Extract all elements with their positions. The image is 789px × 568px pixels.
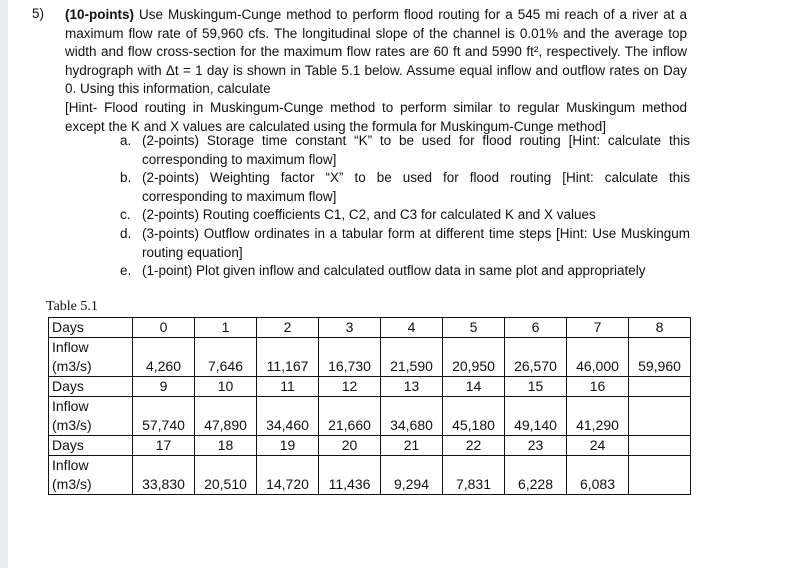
inflow-cell: 26,570 <box>505 357 567 377</box>
question-points: (10-points) <box>65 7 134 22</box>
inflow-cell: 34,460 <box>257 416 319 436</box>
question-intro: Use Muskingum-Cunge method to perform flood routing for a 545 mi reach of a river at a maximum flow rate of 59,960 cfs. The longitudinal slope of the channel is 0.01% and the average top width and flow cross-section for the maximum flow rates are 60 ft and 5990 ft², respectively. The inflow hydrograph with Δt = 1 day is shown in Table 5.1 below. Assume equal inflow and outflow rates on Day 0. Using this information, calculate <box>65 7 687 97</box>
day-cell: 22 <box>443 436 505 456</box>
inflow-cell <box>629 416 691 436</box>
inflow-spacer-cell <box>443 338 505 358</box>
inflow-spacer-cell <box>505 397 567 417</box>
day-cell: 19 <box>257 436 319 456</box>
inflow-cell: 4,260 <box>133 357 195 377</box>
part-e <box>120 262 690 281</box>
inflow-spacer-cell <box>195 456 257 476</box>
inflow-cell: 45,180 <box>443 416 505 436</box>
day-cell: 11 <box>257 377 319 397</box>
inflow-cell: 11,436 <box>319 475 381 495</box>
day-cell: 1 <box>195 318 257 338</box>
day-cell: 15 <box>505 377 567 397</box>
inflow-spacer-cell <box>381 338 443 358</box>
inflow-spacer-cell <box>567 456 629 476</box>
table-caption: Table 5.1 <box>46 299 98 314</box>
question-hint: [Hint- Flood routing in Muskingum-Cunge method to perform similar to regular Muskingum method except the K and X values are calculated using the formula for Muskingum-Cunge method] <box>65 99 687 134</box>
row-header-days: Days <box>49 318 133 338</box>
part-d <box>120 225 690 262</box>
inflow-spacer-cell <box>443 456 505 476</box>
inflow-spacer-cell <box>381 456 443 476</box>
inflow-cell: 41,290 <box>567 416 629 436</box>
day-cell: 3 <box>319 318 381 338</box>
inflow-cell: 6,083 <box>567 475 629 495</box>
day-cell <box>629 377 691 397</box>
part-text: (2-points) Storage time constant “K” to be used for flood routing [Hint: calculate this corresponding to maximum flow] <box>142 133 690 167</box>
row-header-inflow: Inflow <box>49 397 133 417</box>
inflow-spacer-cell <box>443 397 505 417</box>
inflow-cell: 20,510 <box>195 475 257 495</box>
inflow-spacer-cell <box>381 397 443 417</box>
inflow-cell: 21,660 <box>319 416 381 436</box>
inflow-spacer-cell <box>505 338 567 358</box>
day-cell: 24 <box>567 436 629 456</box>
document-page <box>8 0 789 568</box>
row-header-days: Days <box>49 436 133 456</box>
inflow-cell: 6,228 <box>505 475 567 495</box>
day-cell: 21 <box>381 436 443 456</box>
part-a <box>120 132 690 169</box>
day-cell: 10 <box>195 377 257 397</box>
inflow-spacer-cell <box>133 338 195 358</box>
inflow-spacer-cell <box>195 338 257 358</box>
inflow-spacer-cell <box>195 397 257 417</box>
question-parts <box>120 132 690 289</box>
inflow-row <box>49 475 691 495</box>
row-header-unit: (m3/s) <box>49 475 133 495</box>
part-text: (2-points) Routing coefficients C1, C2, and C3 for calculated K and X values <box>142 207 596 223</box>
inflow-cell: 14,720 <box>257 475 319 495</box>
inflow-spacer-cell <box>133 397 195 417</box>
part-label: b. <box>120 170 132 186</box>
day-cell: 7 <box>567 318 629 338</box>
row-header-inflow: Inflow <box>49 456 133 476</box>
inflow-spacer-cell <box>319 338 381 358</box>
days-row <box>49 377 691 397</box>
inflow-spacer-cell <box>257 397 319 417</box>
days-row <box>49 436 691 456</box>
inflow-cell: 7,831 <box>443 475 505 495</box>
part-label: a. <box>120 133 132 148</box>
inflow-spacer-cell <box>629 338 691 358</box>
day-cell: 4 <box>381 318 443 338</box>
day-cell <box>629 436 691 456</box>
inflow-cell: 47,890 <box>195 416 257 436</box>
row-header-unit: (m3/s) <box>49 357 133 377</box>
inflow-cell: 33,830 <box>133 475 195 495</box>
inflow-spacer-cell <box>319 456 381 476</box>
inflow-cell: 57,740 <box>133 416 195 436</box>
part-b <box>120 169 690 206</box>
day-cell: 2 <box>257 318 319 338</box>
inflow-cell: 7,646 <box>195 357 257 377</box>
inflow-spacer-cell <box>567 338 629 358</box>
days-row <box>49 318 691 338</box>
inflow-spacer-cell <box>257 338 319 358</box>
day-cell: 14 <box>443 377 505 397</box>
inflow-row <box>49 416 691 436</box>
inflow-label-row <box>49 338 691 358</box>
inflow-spacer-cell <box>629 397 691 417</box>
day-cell: 6 <box>505 318 567 338</box>
inflow-spacer-cell <box>629 456 691 476</box>
part-text: (2-points) Weighting factor “X” to be used for flood routing [Hint: calculate this corresponding to maximum flow] <box>142 170 690 204</box>
part-label: e. <box>120 263 132 279</box>
part-c <box>120 206 690 225</box>
inflow-cell <box>629 475 691 495</box>
day-cell: 12 <box>319 377 381 397</box>
inflow-label-row <box>49 456 691 476</box>
cut-off-line <box>120 281 690 289</box>
inflow-cell: 11,167 <box>257 357 319 377</box>
part-text: (1-point) Plot given inflow and calculated outflow data in same plot and appropriately <box>142 263 646 279</box>
inflow-cell: 21,590 <box>381 357 443 377</box>
question-number: 5) <box>32 6 45 21</box>
question-intro-paragraph <box>65 6 687 99</box>
day-cell: 0 <box>133 318 195 338</box>
part-label: c. <box>120 207 131 223</box>
inflow-label-row <box>49 397 691 417</box>
inflow-cell: 59,960 <box>629 357 691 377</box>
day-cell: 9 <box>133 377 195 397</box>
inflow-spacer-cell <box>567 397 629 417</box>
day-cell: 17 <box>133 436 195 456</box>
inflow-row <box>49 357 691 377</box>
inflow-spacer-cell <box>257 456 319 476</box>
inflow-cell: 46,000 <box>567 357 629 377</box>
inflow-cell: 20,950 <box>443 357 505 377</box>
part-label: d. <box>120 225 132 241</box>
row-header-days: Days <box>49 377 133 397</box>
inflow-spacer-cell <box>319 397 381 417</box>
day-cell: 5 <box>443 318 505 338</box>
inflow-cell: 16,730 <box>319 357 381 377</box>
part-text: (3-points) Outflow ordinates in a tabular form at different time steps [Hint: Use Muskingum routing equation] <box>142 225 690 260</box>
day-cell: 16 <box>567 377 629 397</box>
day-cell: 20 <box>319 436 381 456</box>
inflow-spacer-cell <box>133 456 195 476</box>
day-cell: 18 <box>195 436 257 456</box>
day-cell: 23 <box>505 436 567 456</box>
row-header-unit: (m3/s) <box>49 416 133 436</box>
inflow-table <box>48 317 691 495</box>
day-cell: 13 <box>381 377 443 397</box>
day-cell: 8 <box>629 318 691 338</box>
inflow-cell: 49,140 <box>505 416 567 436</box>
inflow-cell: 34,680 <box>381 416 443 436</box>
inflow-cell: 9,294 <box>381 475 443 495</box>
inflow-spacer-cell <box>505 456 567 476</box>
row-header-inflow: Inflow <box>49 338 133 358</box>
question-text <box>65 6 687 136</box>
